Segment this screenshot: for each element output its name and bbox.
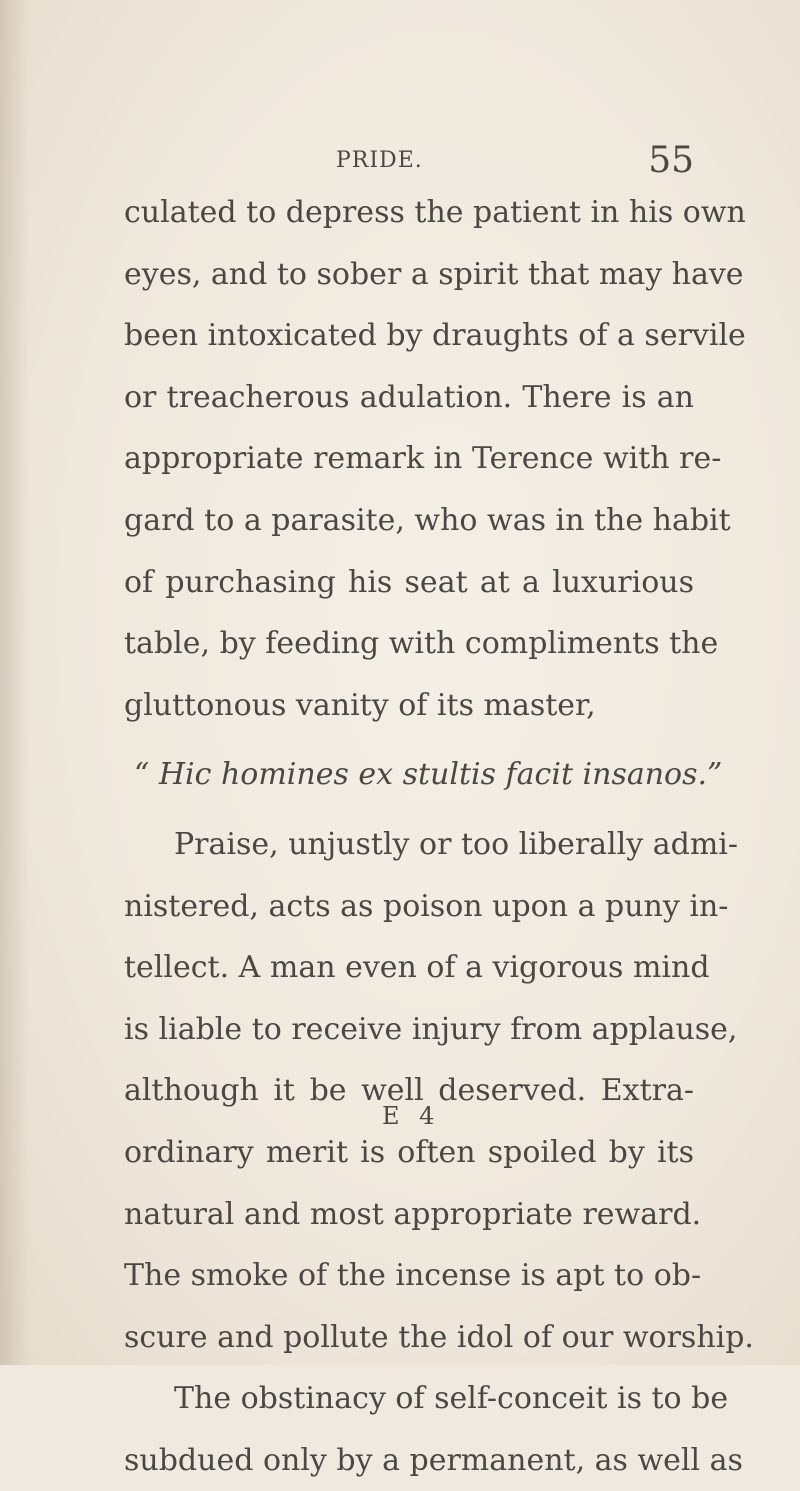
text-line: Praise, unjustly or too liberally admi-	[174, 826, 738, 862]
paragraph-1	[124, 182, 746, 736]
text-line: natural and most appropriate reward.	[124, 1196, 702, 1232]
text-line: been intoxicated by draughts of a servile	[124, 318, 746, 354]
paragraph-3	[124, 1368, 743, 1491]
text-line: or treacherous adulation. There is an	[124, 379, 694, 415]
text-line: ordinary merit is often spoiled by its	[124, 1134, 694, 1170]
text-line: The obstinacy of self-conceit is to be	[174, 1381, 729, 1417]
text-line: gard to a parasite, who was in the habit	[124, 502, 731, 538]
text-line: tellect. A man even of a vigorous mind	[124, 950, 710, 986]
text-line: scure and pollute the idol of our worship.	[124, 1319, 754, 1355]
text-line: is liable to receive injury from applause,	[124, 1011, 738, 1047]
paragraph-2	[124, 814, 754, 1368]
text-line: nistered, acts as poison upon a puny in-	[124, 888, 729, 924]
page-number: 55	[648, 140, 694, 181]
text-line: subdued only by a permanent, as well as	[124, 1442, 743, 1478]
text-line: of purchasing his seat at a luxurious	[124, 564, 694, 600]
text-line: eyes, and to sober a spirit that may have	[124, 256, 744, 292]
running-title: PRIDE.	[336, 148, 423, 173]
text-line: although it be well deserved. Extra-	[124, 1073, 694, 1109]
body-text	[124, 182, 754, 1491]
text-line: appropriate remark in Terence with re-	[124, 441, 722, 477]
text-line: table, by feeding with compliments the	[124, 626, 719, 662]
text-line: culated to depress the patient in his own	[124, 195, 746, 230]
text-line: gluttonous vanity of its master,	[124, 687, 596, 723]
signature-mark: E 4	[382, 1102, 441, 1130]
text-line: The smoke of the incense is apt to ob-	[124, 1258, 702, 1294]
latin-quotation: “ Hic homines ex stultis facit insanos.”	[134, 757, 723, 793]
page-gutter-shadow	[0, 0, 30, 1365]
running-head	[124, 140, 694, 180]
